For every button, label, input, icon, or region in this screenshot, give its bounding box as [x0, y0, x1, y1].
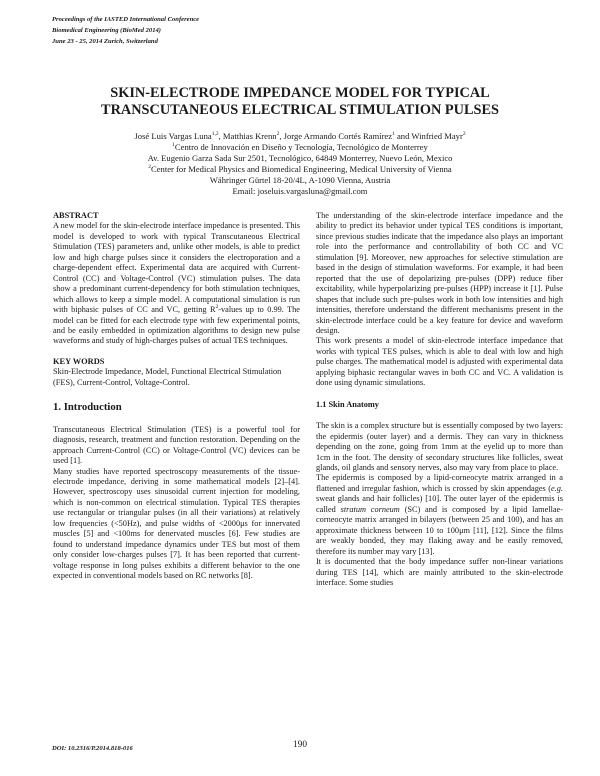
skin-p2-stratum-corneum: stratum corneum	[340, 504, 400, 514]
author-block	[40, 131, 560, 198]
title-line-1: SKIN-ELECTRODE IMPEDANCE MODEL FOR TYPICAL	[110, 85, 490, 101]
affiliation-1-address: Av. Eugenio Garza Sada Sur 2501, Tecnológico, 64849 Monterrey, Nuevo León, Mexico	[147, 153, 453, 164]
affiliation-1-mark: 1	[172, 142, 175, 149]
author-3-affil: 1	[392, 131, 395, 138]
affiliation-1	[40, 142, 560, 153]
abstract-text-part-2: -values up to 0.99. The model can be fitted for each electrode type with few experimental points, and be easily embedded in optimization algorithms to design new pulse waveforms and study of high-charges pulses of actual TES techniques.	[53, 305, 300, 346]
author-2: Matthias Krenn	[222, 131, 277, 141]
affiliation-2	[40, 164, 560, 175]
right-paragraph-1: The understanding of the skin-electrode interface impedance and the ability to predict its behavior under typical TES conditions is important, since previous studies indicate that the impedance also plays an important role into the performance and controllability of both CC and VC stimulation [9]. Moreover, new approaches for selective stimulation are based in the design of stimulation waveforms. For example, it had been reported that the use of depolarizing pre-pulses (DPP) reduce fiber excitability, while hyperpolarizing pre-pulses (HPP) increase it [1]. Pulse shapes that include such pre-pulses work in both low intensities and high intensities, therefore understand the different mechanisms present in the skin-electrode interface could be a key feature for device and waveform design.	[316, 211, 563, 335]
author-3: Jorge Armando Cortés Ramírez	[283, 131, 393, 141]
author-sep-3: and	[394, 131, 412, 141]
author-1-affil: 1,2	[211, 131, 219, 138]
page-number: 190	[292, 740, 308, 750]
abstract-text	[53, 221, 300, 346]
skin-paragraph-2	[316, 473, 563, 557]
title-line-2: TRANSCUTANEOUS ELECTRICAL STIMULATION PULSES	[101, 102, 499, 118]
skin-p2-part-a: The epidermis is composed by a lipid-corneocyte matrix arranged in a flattened and irregular fashion, which is crossed by skin appendages (	[316, 473, 563, 493]
affiliation-1-name: Centro de Innovación en Diseño y Tecnología, Tecnológico de Monterrey	[174, 142, 428, 153]
left-column	[53, 211, 300, 582]
skin-p2-part-c: (SC) and is composed by a lipid lamellae-corneocyte matrix arranged in bilayers (between 25 and 100), and has an approximate thickness between 10 to 100μm [11], [12]. Since the films are weakly bonded, they may flaking away and be easily removed, therefore its number may vary [13].	[316, 504, 563, 556]
abstract-r2-sup: 2	[215, 304, 219, 311]
author-1: José Luis Vargas Luna	[134, 131, 212, 141]
skin-paragraph-1: The skin is a complex structure but is essentially composed by two layers: the epidermis (outer layer) and a dermis. They can vary in thickness depending on the zone, going from 1mm at the eyelid up to more than 1cm in the foot. The density of secondary structures like follicles, sweat glands, oil glands and sensory nerves, also may vary from place to place.	[316, 421, 563, 472]
header-line-3: June 23 - 25, 2014 Zurich, Switzerland	[52, 38, 158, 45]
skin-p2-part-b: sweat glands and hair follicles) [10]. The outer layer of the epidermis is called	[316, 494, 563, 514]
affiliation-2-mark: 2	[148, 164, 151, 171]
intro-paragraph-1: Transcutaneous Electrical Stimulation (TES) is a powerful tool for diagnosis, research, treatment and function restoration. Depending on the approach Current-Control (CC) or Voltage-Control (VC) devices can be used [1].	[53, 424, 300, 466]
right-column	[316, 211, 563, 588]
author-list	[40, 131, 560, 142]
doi-footer: DOI: 10.2316/P.2014.818-016	[52, 745, 133, 752]
header-line-2: Biomedical Engineering (BioMed 2014)	[52, 27, 161, 34]
intro-paragraph-2: Many studies have reported spectroscopy measurements of the tissue-electrode impedance, deriving in some mathematical models [2]–[4]. However, spectroscopy uses sinusoidal current injection for modeling, which is non-common on electrical stimulation. Typical TES therapies use rectangular or triangular pulses (in all their variations) at relatively low frequencies (<50Hz), and pulse widths of <2000μs for innervated muscles [5] and <100ms for denervated muscles [6]. Few studies are found to understand impedance dynamics under TES but most of them only consider low-charges pulses [7]. It has been reported that current-voltage response in long pulses exhibits a different behavior to the one expected in conventional models based on RC networks [8].	[53, 466, 300, 581]
keywords-heading: KEY WORDS	[53, 356, 105, 366]
header-line-1: Proceedings of the IASTED International Conference	[52, 16, 200, 23]
skin-paragraph-3: It is documented that the body impedance suffer non-linear variations during TES [14], which are mainly attributed to the skin-electrode interface. Some studies	[316, 557, 563, 587]
paper-title	[40, 85, 560, 119]
skin-p2-eg: e.g.	[551, 483, 563, 493]
intro-heading: 1. Introduction	[53, 401, 122, 414]
proceedings-header	[52, 14, 199, 47]
abstract-heading: ABSTRACT	[53, 211, 99, 220]
author-4: Winfried Mayr	[411, 131, 463, 141]
right-paragraph-2: This work presents a model of skin-electrode interface impedance that works with typical TES pulses, which is able to deal with low and high pulse charges. The mathematical model is adjusted with experimental data applying biphasic rectangular waves in both CC and VC. A validation is done using dynamic simulations.	[316, 336, 563, 388]
abstract-text-part-1: A new model for the skin-electrode interface impedance is presented. This model is developed to work with typical Transcutaneous Electrical Stimulation (TES) parameters and, unlike other models, is able to predict low and high charge pulses since it considers the electroporation and a charge-dependent effect. Experimental data are acquired with Current-Control (CC) and Voltage-Control (VC) stimulation pulses. The data show a predominant current-dependency for both stimulation techniques, which allows to keep a simple model. A computational simulation is run with biphasic pulses of CC and VC, getting R	[53, 221, 300, 315]
author-2-affil: 2	[276, 131, 280, 138]
author-sep-1: ,	[218, 131, 223, 141]
skin-anatomy-heading: 1.1 Skin Anatomy	[316, 399, 379, 409]
affiliation-2-address: Währinger Gürtel 18-20/4L, A-1090 Vienna, Austria	[209, 175, 391, 186]
author-4-affil: 2	[462, 131, 466, 138]
author-sep-2: ,	[279, 131, 284, 141]
affiliation-2-name: Center for Medical Physics and Biomedical Engineering, Medical University of Vienna	[151, 164, 452, 175]
keywords-text: Skin-Electrode Impedance, Model, Functional Electrical Stimulation (FES), Current-Control, Voltage-Control.	[53, 367, 282, 387]
author-email: Email: joseluis.vargasluna@gmail.com	[232, 186, 368, 197]
